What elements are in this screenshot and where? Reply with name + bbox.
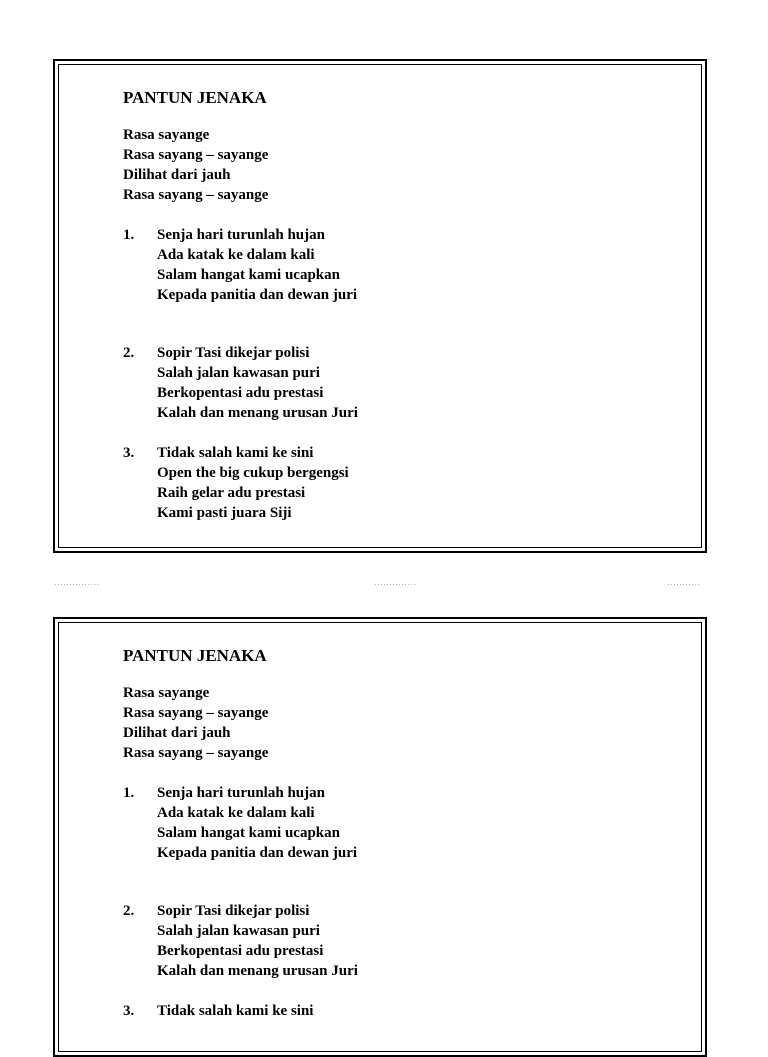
stanza-number: 3. [123,1003,135,1019]
stanza-line: Senja hari turunlah hujan [157,227,325,243]
stanza-line: Senja hari turunlah hujan [157,785,325,801]
intro-line: Rasa sayang – sayange [123,745,269,761]
intro-line: Rasa sayange [123,685,210,701]
intro-line: Dilihat dari jauh [123,725,231,741]
pantun-intro [123,683,358,763]
stanza-3 [123,1001,358,1021]
pantun-title: PANTUN JENAKA [123,646,267,665]
pantun-intro [123,125,358,205]
stanza-3 [123,443,358,523]
stanza-line: Salah jalan kawasan puri [157,923,320,939]
stanza-line: Salam hangat kami ucapkan [157,267,340,283]
stanza-line: Raih gelar adu prestasi [157,485,306,501]
page-separator-left: ............... [54,578,100,587]
stanza-number: 1. [123,785,135,801]
intro-line: Rasa sayang – sayange [123,147,269,163]
stanza-1 [123,783,358,863]
stanza-line: Salah jalan kawasan puri [157,365,320,381]
stanza-line: Berkopentasi adu prestasi [157,385,324,401]
pantun-card-1 [53,59,707,553]
stanza-line: Ada katak ke dalam kali [157,805,315,821]
pantun-content [123,646,358,1021]
stanza-line: Kalah dan menang urusan Juri [157,405,358,421]
pantun-content [123,88,358,523]
stanza-2 [123,901,358,981]
stanza-line: Sopir Tasi dikejar polisi [157,345,310,361]
stanza-line: Kalah dan menang urusan Juri [157,963,358,979]
stanza-line: Kami pasti juara Siji [157,505,292,521]
stanza-line: Open the big cukup bergengsi [157,465,349,481]
stanza-line: Ada katak ke dalam kali [157,247,315,263]
intro-line: Dilihat dari jauh [123,167,231,183]
intro-line: Rasa sayang – sayange [123,187,269,203]
intro-line: Rasa sayange [123,127,210,143]
stanza-number: 2. [123,345,135,361]
stanza-number: 1. [123,227,135,243]
stanza-line: Kepada panitia dan dewan juri [157,287,358,303]
stanza-line: Tidak salah kami ke sini [157,1003,314,1019]
stanza-1 [123,225,358,305]
pantun-title: PANTUN JENAKA [123,88,267,107]
intro-line: Rasa sayang – sayange [123,705,269,721]
page-separator-middle: .............. [374,578,417,587]
stanza-line: Kepada panitia dan dewan juri [157,845,358,861]
stanza-line: Tidak salah kami ke sini [157,445,314,461]
stanza-number: 2. [123,903,135,919]
stanza-2 [123,343,358,423]
stanza-line: Sopir Tasi dikejar polisi [157,903,310,919]
stanza-line: Salam hangat kami ucapkan [157,825,340,841]
stanza-number: 3. [123,445,135,461]
page-separator-right: ........... [667,578,701,587]
pantun-card-2 [53,617,707,1057]
stanza-line: Berkopentasi adu prestasi [157,943,324,959]
